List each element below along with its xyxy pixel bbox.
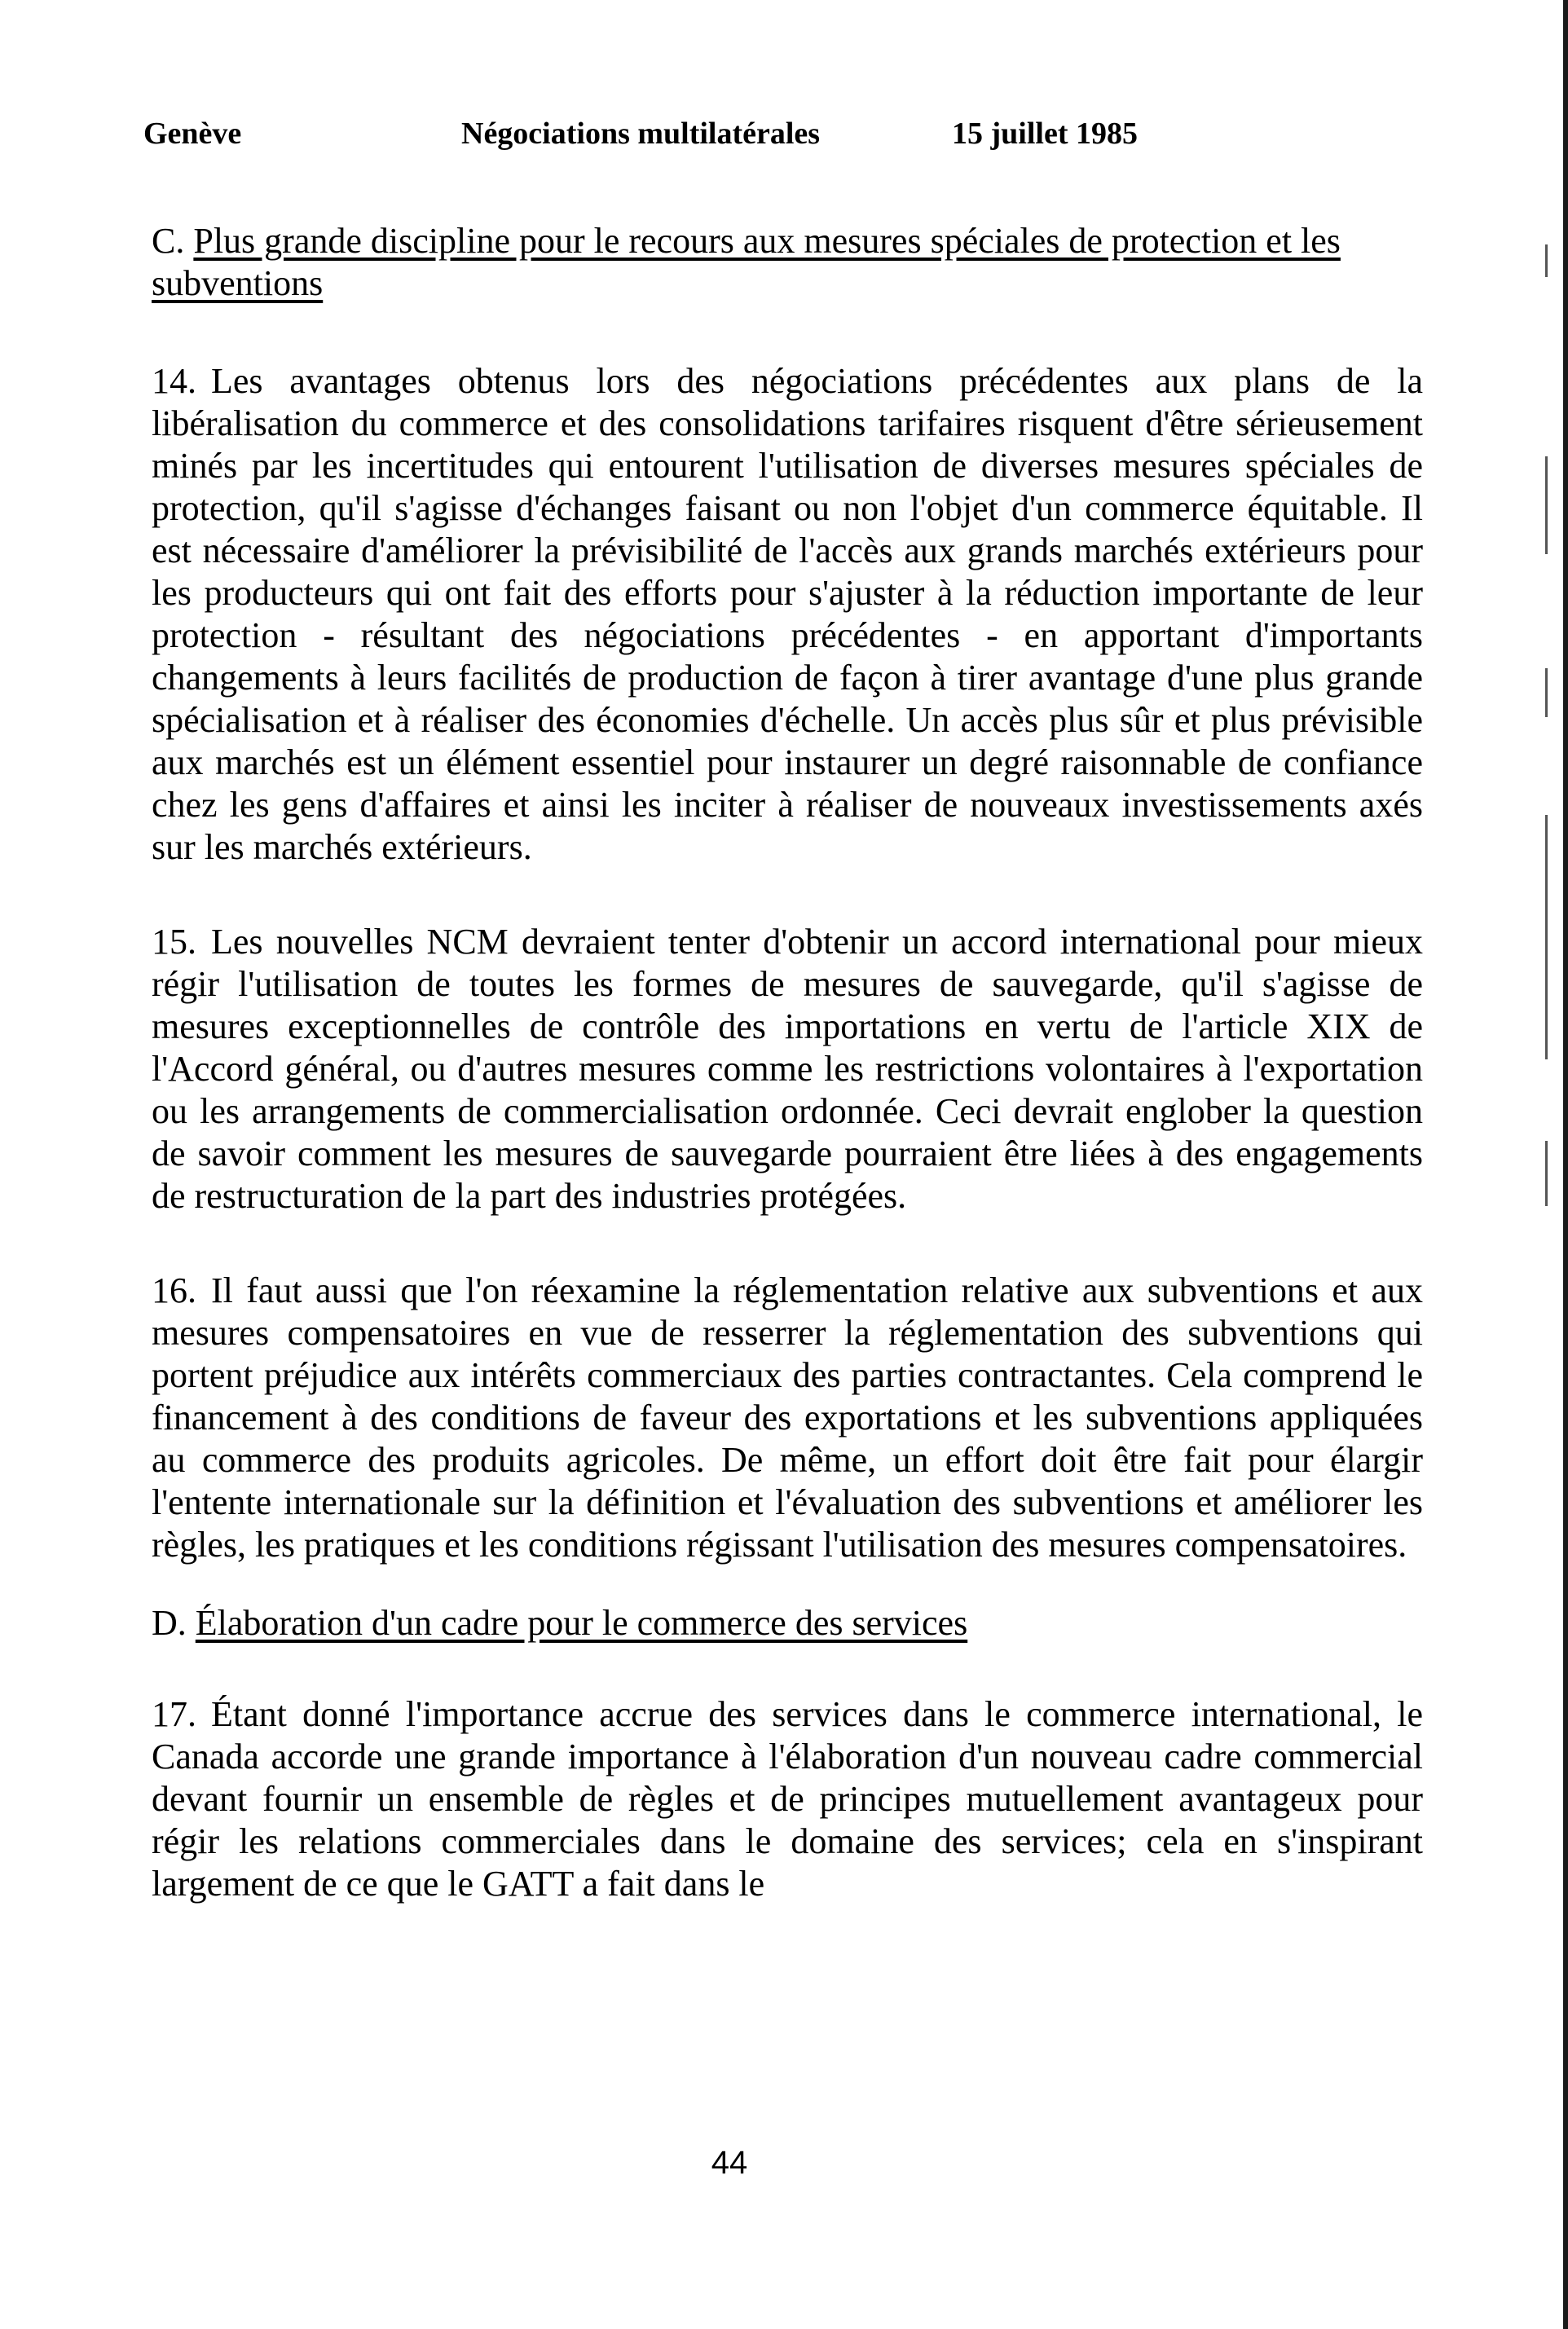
paragraph-text: Les avantages obtenus lors des négociations précédentes aux plans de la libéralisation du commerce et des consolidations tarifaires risquent d'être sérieusement minés par les incertitudes qui entourent l'utilisation de diverses mesures spéciales de protection, qu'il s'agisse d'échanges faisant ou non l'objet d'un commerce équitable. Il est nécessaire d'améliorer la prévisibilité de l'accès aux grands marchés extérieurs pour les producteurs qui ont fait des efforts pour s'ajuster à la réduction importante de leur protection - résultant des négociations précédentes - en apportant d'importants changements à leurs facilités de production de façon à tirer avantage d'une plus grande spécialisation et à réaliser des économies d'échelle. Un accès plus sûr et plus prévisible aux marchés est un élément essentiel pour instaurer un degré raisonnable de confiance chez les gens d'affaires et ainsi les inciter à réaliser de nouveaux investissements axés sur les marchés extérieurs. xyxy=(152,361,1423,867)
paragraph-15 xyxy=(152,921,1423,1217)
header-location: Genève xyxy=(143,117,242,151)
paragraph-text: Les nouvelles NCM devraient tenter d'obtenir un accord international pour mieux régir l'utilisation de toutes les formes de mesures de sauvegarde, qu'il s'agisse de mesures exceptionnelles de contrôle des importations en vertu de l'article XIX de l'Accord général, ou d'autres mesures comme les restrictions volontaires à l'exportation ou les arrangements de commercialisation ordonnée. Ceci devrait englober la question de savoir comment les mesures de sauvegarde pourraient être liées à des engagements de restructuration de la part des industries protégées. xyxy=(152,922,1423,1216)
paragraph-16 xyxy=(152,1270,1423,1566)
paragraph-number: 15. xyxy=(152,922,196,962)
paragraph-number: 17. xyxy=(152,1694,196,1734)
section-c-heading xyxy=(152,220,1423,305)
paragraph-text: Étant donné l'importance accrue des services dans le commerce international, le Canada accorde une grande importance à l'élaboration d'un nouveau cadre commercial devant fournir un ensemble de règles et de principes mutuellement avantageux pour régir les relations commerciales dans le domaine des services; cela en s'inspirant largement de ce que le GATT a fait dans le xyxy=(152,1694,1423,1904)
scan-edge-border xyxy=(1563,0,1568,2329)
document-body xyxy=(152,220,1423,1957)
section-d-letter: D. xyxy=(152,1603,187,1643)
page-number: 44 xyxy=(711,2145,748,2181)
paragraph-17 xyxy=(152,1693,1423,1905)
paragraph-number: 16. xyxy=(152,1270,196,1310)
page-header xyxy=(143,116,1203,165)
section-c-letter: C. xyxy=(152,221,185,261)
paragraph-number: 14. xyxy=(152,361,196,401)
section-d-title: Élaboration d'un cadre pour le commerce des services xyxy=(195,1603,968,1643)
section-d-heading xyxy=(152,1602,1423,1644)
paragraph-text: Il faut aussi que l'on réexamine la réglementation relative aux subventions et aux mesures compensatoires en vue de resserrer la réglementation des subventions qui portent préjudice aux intérêts commerciaux des parties contractantes. Cela comprend le financement à des conditions de faveur des exportations et les subventions appliquées au commerce des produits agricoles. De même, un effort doit être fait pour élargir l'entente internationale sur la définition et l'évaluation des subventions et améliorer les règles, les pratiques et les conditions régissant l'utilisation des mesures compensatoires. xyxy=(152,1270,1423,1565)
header-title: Négociations multilatérales xyxy=(461,117,821,151)
header-date: 15 juillet 1985 xyxy=(952,117,1138,151)
scan-edge-marks xyxy=(1545,244,1553,1385)
section-c-title: Plus grande discipline pour le recours aux mesures spéciales de protection et les subventions xyxy=(152,221,1341,303)
paragraph-14 xyxy=(152,360,1423,869)
